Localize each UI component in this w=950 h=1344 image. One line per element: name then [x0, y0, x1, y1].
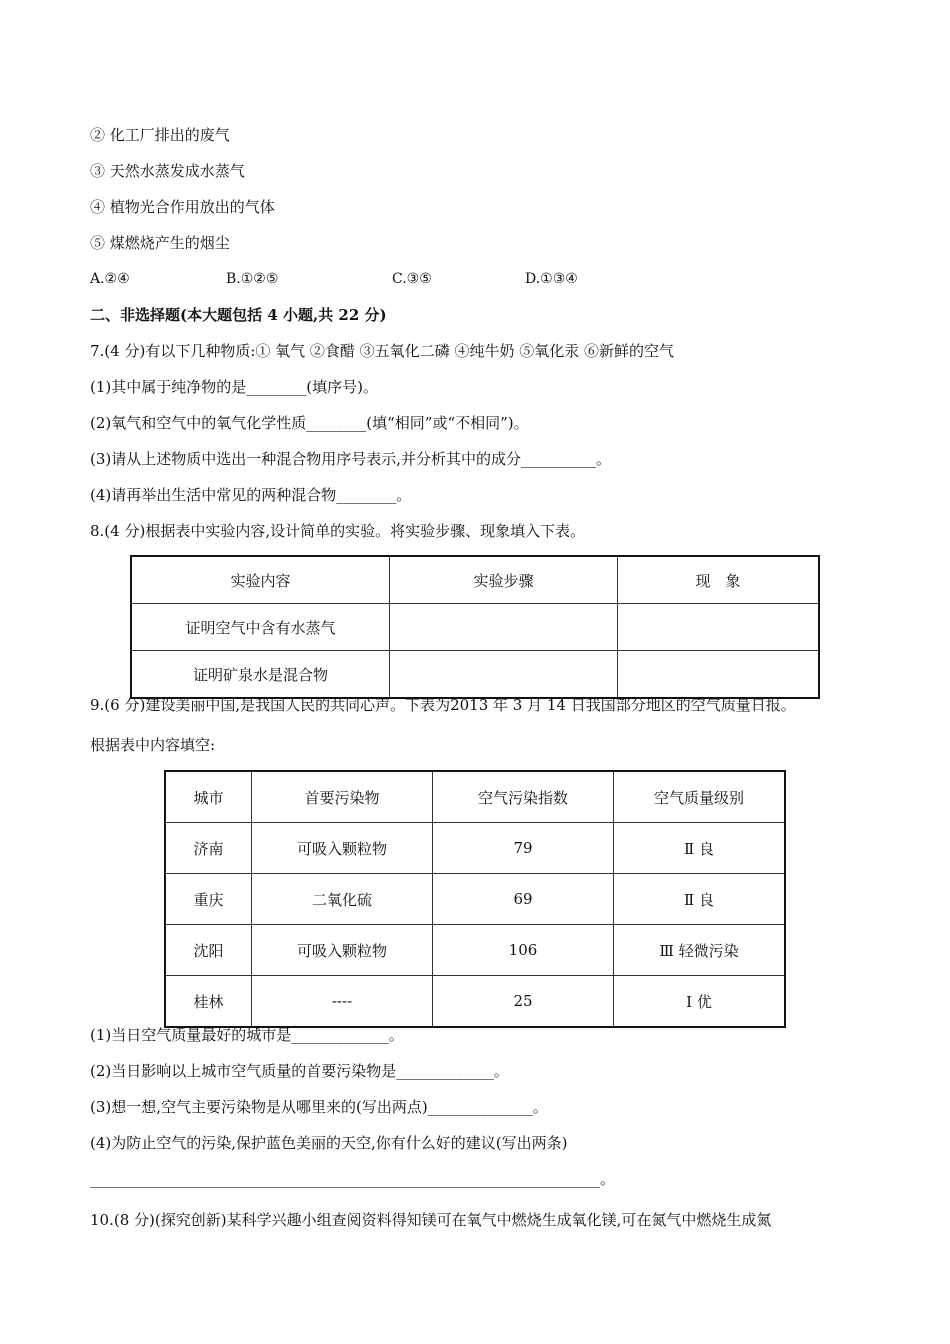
table-cell [390, 604, 618, 651]
table-row [131, 604, 819, 651]
table-cell [618, 604, 820, 651]
table-cell: Ⅲ 轻微污染 [614, 925, 786, 976]
table-cell [618, 651, 820, 699]
table-cell: 106 [433, 925, 614, 976]
table-header-row [165, 771, 785, 823]
table-cell: Ⅱ 良 [614, 823, 786, 874]
table-header-row [131, 556, 819, 604]
q7-sub4: (4)请再举出生活中常见的两种混合物________。 [90, 486, 412, 504]
table-cell: Ⅰ 优 [614, 976, 786, 1028]
list-item: ⑤ 煤燃烧产生的烟尘 [90, 234, 230, 252]
q9-sub1: (1)当日空气质量最好的城市是_____________。 [90, 1026, 404, 1044]
table-cell: 证明空气中含有水蒸气 [131, 604, 390, 651]
table-cell: 沈阳 [165, 925, 252, 976]
table-row [165, 976, 785, 1028]
section-title: 二、非选择题(本大题包括 4 小题,共 22 分) [90, 306, 387, 324]
option-a: A.②④ [90, 271, 130, 287]
table-row [165, 823, 785, 874]
table-header-cell: 实验步骤 [390, 556, 618, 604]
q9-sub3: (3)想一想,空气主要污染物是从哪里来的(写出两点)______________。 [90, 1098, 548, 1116]
table-header-cell: 空气污染指数 [433, 771, 614, 823]
table-cell: ---- [252, 976, 433, 1028]
list-item: ③ 天然水蒸发成水蒸气 [90, 162, 245, 180]
table-cell: Ⅱ 良 [614, 874, 786, 925]
table-header-cell: 城市 [165, 771, 252, 823]
q9-sub2: (2)当日影响以上城市空气质量的首要污染物是_____________。 [90, 1062, 509, 1080]
q8-stem: 8.(4 分)根据表中实验内容,设计简单的实验。将实验步骤、现象填入下表。 [90, 522, 586, 540]
option-c: C.③⑤ [392, 271, 432, 287]
q7-sub2: (2)氧气和空气中的氧气化学性质________(填“相同”或“不相同”)。 [90, 414, 529, 432]
q9-stem: 9.(6 分)建设美丽中国,是我国人民的共同心声。下表为2013 年 3 月 14 日我国部分地区的空气质量日报。 [90, 696, 796, 714]
table-cell [390, 651, 618, 699]
table-cell: 69 [433, 874, 614, 925]
air-quality-table [164, 770, 786, 1028]
table-cell: 二氧化硫 [252, 874, 433, 925]
table-header-cell: 空气质量级别 [614, 771, 786, 823]
table-cell: 济南 [165, 823, 252, 874]
table-header-cell: 现 象 [618, 556, 820, 604]
table-cell: 79 [433, 823, 614, 874]
table-cell: 可吸入颗粒物 [252, 823, 433, 874]
q7-stem: 7.(4 分)有以下几种物质:① 氧气 ②食醋 ③五氧化二磷 ④纯牛奶 ⑤氧化汞 ⑥新鲜的空气 [90, 342, 674, 360]
table-row [165, 925, 785, 976]
table-cell: 重庆 [165, 874, 252, 925]
table-header-cell: 实验内容 [131, 556, 390, 604]
q7-sub1: (1)其中属于纯净物的是________(填序号)。 [90, 378, 378, 396]
q7-sub3: (3)请从上述物质中选出一种混合物用序号表示,并分析其中的成分__________。 [90, 450, 612, 468]
option-d: D.①③④ [525, 271, 578, 287]
table-cell: 桂林 [165, 976, 252, 1028]
q9-stem2: 根据表中内容填空: [90, 736, 216, 754]
q9-sub4-blank: ____________________________________________________________________。 [90, 1170, 616, 1188]
q10-stem: 10.(8 分)(探究创新)某科学兴趣小组查阅资料得知镁可在氧气中燃烧生成氧化镁,可在氮气中燃烧生成氮 [90, 1211, 772, 1229]
list-item: ② 化工厂排出的废气 [90, 126, 230, 144]
experiment-table [130, 555, 820, 699]
list-item: ④ 植物光合作用放出的气体 [90, 198, 275, 216]
option-b: B.①②⑤ [226, 271, 279, 287]
table-row [131, 651, 819, 699]
table-cell: 证明矿泉水是混合物 [131, 651, 390, 699]
table-cell: 可吸入颗粒物 [252, 925, 433, 976]
q9-sub4: (4)为防止空气的污染,保护蓝色美丽的天空,你有什么好的建议(写出两条) [90, 1134, 568, 1152]
table-cell: 25 [433, 976, 614, 1028]
table-row [165, 874, 785, 925]
table-header-cell: 首要污染物 [252, 771, 433, 823]
